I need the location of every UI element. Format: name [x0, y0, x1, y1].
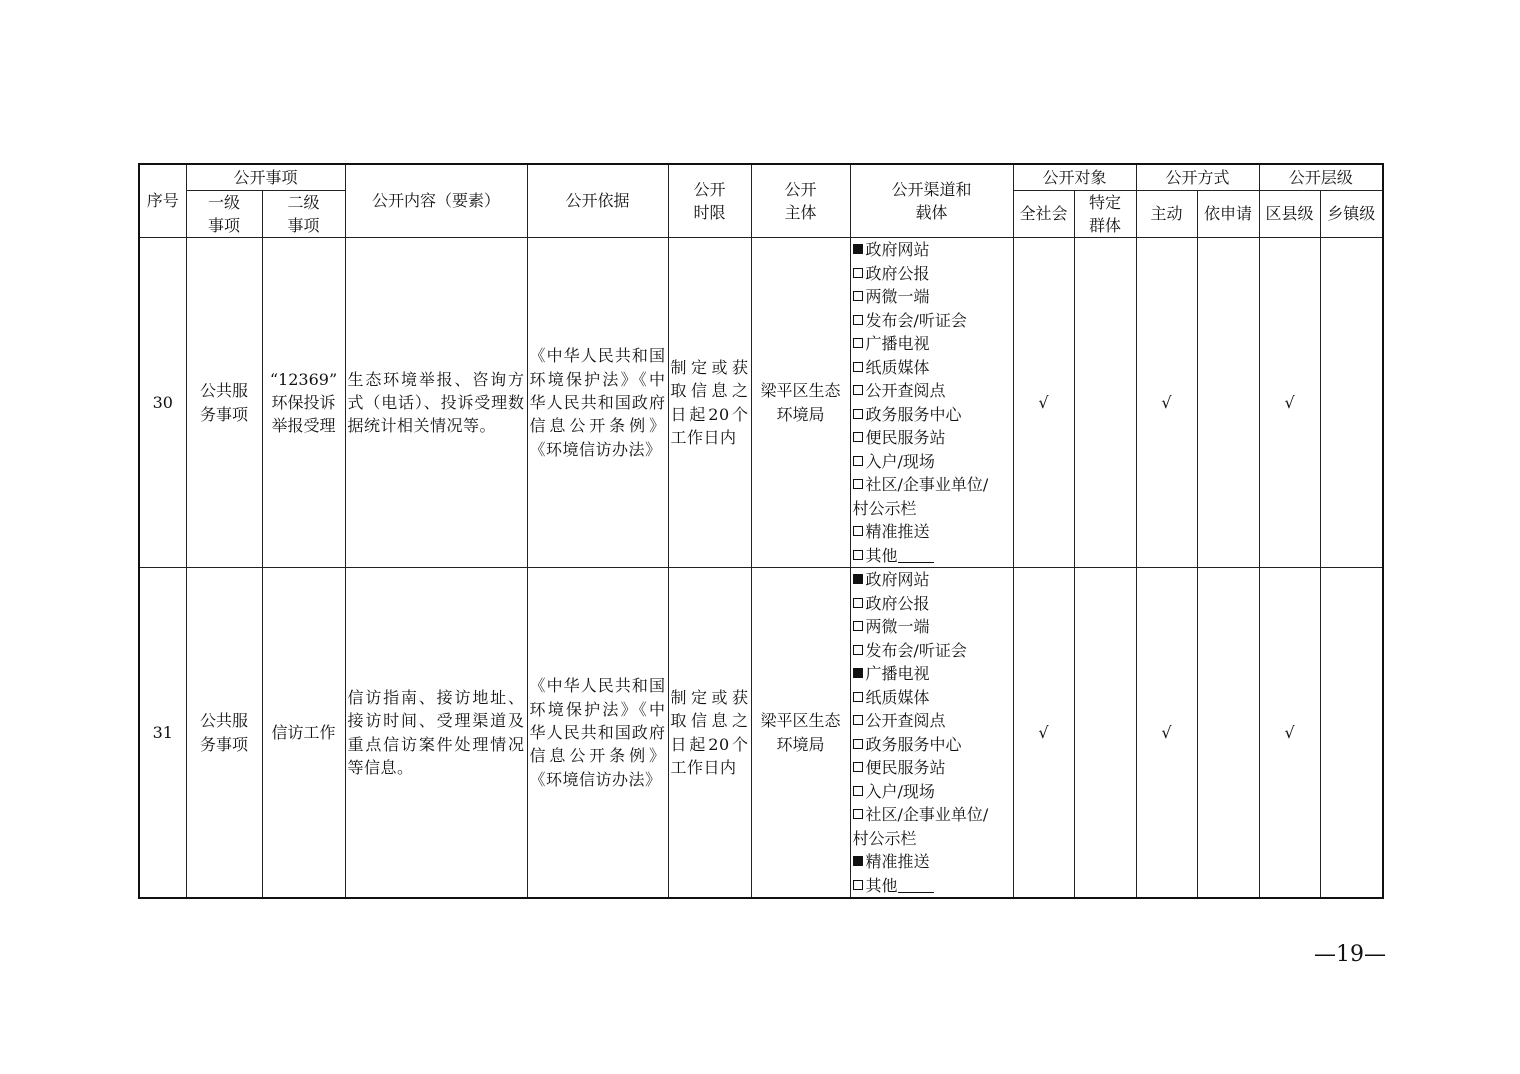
unchecked-box-icon — [853, 479, 863, 489]
row-level1: 公共服 务事项 — [186, 568, 262, 899]
row-subject: 梁平区生态 环境局 — [751, 568, 850, 899]
channel-label: 政府网站 — [865, 240, 930, 260]
row-method-request — [1197, 238, 1259, 568]
channel-label: 政府公报 — [865, 593, 930, 613]
blank-line — [898, 548, 934, 563]
checked-box-icon — [853, 668, 863, 678]
channel-option — [853, 403, 1013, 427]
unchecked-box-icon — [853, 315, 863, 325]
row-time: 制定或获取信息之日起20个工作日内 — [668, 238, 751, 568]
channel-option — [853, 850, 1013, 874]
channel-label: 发布会/听证会 — [865, 310, 967, 330]
header-level-county: 区县级 — [1259, 190, 1320, 238]
channel-option — [853, 568, 1013, 592]
channel-option — [853, 379, 1013, 403]
channel-label: 入户/现场 — [865, 451, 935, 471]
row-target-specific — [1074, 238, 1136, 568]
checked-box-icon — [853, 574, 863, 584]
table-row — [139, 568, 1383, 899]
header-content: 公开内容（要素） — [345, 164, 527, 238]
row-level-county: √ — [1259, 568, 1320, 899]
channel-label: 入户/现场 — [865, 781, 935, 801]
row-level-county: √ — [1259, 238, 1320, 568]
row-target-specific — [1074, 568, 1136, 899]
channel-option — [853, 309, 1013, 333]
header-items-group: 公开事项 — [186, 164, 345, 190]
channel-label: 纸质媒体 — [865, 687, 930, 707]
channel-option — [853, 874, 1013, 898]
channel-label: 其他 — [865, 875, 898, 895]
channel-option — [853, 827, 1013, 851]
channel-option — [853, 709, 1013, 733]
row-method-request — [1197, 568, 1259, 899]
channel-label: 精准推送 — [865, 852, 930, 872]
channel-label: 广播电视 — [865, 664, 930, 684]
page-number: —19— — [1314, 942, 1386, 967]
unchecked-box-icon — [853, 739, 863, 749]
channel-label: 公开查阅点 — [865, 711, 946, 731]
unchecked-box-icon — [853, 621, 863, 631]
channel-option — [853, 262, 1013, 286]
unchecked-box-icon — [853, 526, 863, 536]
header-level2: 二级 事项 — [262, 190, 345, 238]
channel-label: 广播电视 — [865, 334, 930, 354]
channel-label: 两微一端 — [865, 617, 930, 637]
unchecked-box-icon — [853, 362, 863, 372]
header-target-group: 公开对象 — [1013, 164, 1136, 190]
header-level1: 一级 事项 — [186, 190, 262, 238]
header-level-town: 乡镇级 — [1320, 190, 1383, 238]
unchecked-box-icon — [853, 880, 863, 890]
header-channel: 公开渠道和 载体 — [850, 164, 1013, 238]
row-seq: 30 — [139, 238, 186, 568]
header-subject: 公开 主体 — [751, 164, 850, 238]
row-level1: 公共服 务事项 — [186, 238, 262, 568]
header-target-specific: 特定 群体 — [1074, 190, 1136, 238]
header-method-active: 主动 — [1136, 190, 1197, 238]
channel-option — [853, 238, 1013, 262]
channel-option — [853, 473, 1013, 497]
disclosure-table — [138, 163, 1384, 899]
row-target-all: √ — [1013, 238, 1074, 568]
channel-option — [853, 756, 1013, 780]
header-level-group: 公开层级 — [1259, 164, 1383, 190]
channel-label: 公开查阅点 — [865, 381, 946, 401]
header-target-all: 全社会 — [1013, 190, 1074, 238]
channel-option — [853, 497, 1013, 521]
header-row-1 — [139, 164, 1383, 190]
row-subject: 梁平区生态 环境局 — [751, 238, 850, 568]
unchecked-box-icon — [853, 268, 863, 278]
row-level2: “12369” 环保投诉 举报受理 — [262, 238, 345, 568]
channel-label: 村公示栏 — [852, 498, 917, 518]
channel-label: 村公示栏 — [852, 828, 917, 848]
channel-option — [853, 356, 1013, 380]
channel-option — [853, 733, 1013, 757]
channel-option — [853, 332, 1013, 356]
channel-option — [853, 803, 1013, 827]
channel-label: 政府网站 — [865, 570, 930, 590]
channel-label: 其他 — [865, 545, 898, 565]
unchecked-box-icon — [853, 338, 863, 348]
channel-option — [853, 662, 1013, 686]
channel-label: 政务服务中心 — [865, 404, 962, 424]
channel-option — [853, 686, 1013, 710]
header-seq: 序号 — [139, 164, 186, 238]
channel-option — [853, 520, 1013, 544]
channel-label: 精准推送 — [865, 522, 930, 542]
channel-option — [853, 285, 1013, 309]
header-method-request: 依申请 — [1197, 190, 1259, 238]
unchecked-box-icon — [853, 456, 863, 466]
checked-box-icon — [853, 856, 863, 866]
channel-label: 发布会/听证会 — [865, 640, 967, 660]
row-method-active: √ — [1136, 568, 1197, 899]
channel-label: 便民服务站 — [865, 428, 946, 448]
header-time: 公开 时限 — [668, 164, 751, 238]
channel-label: 政府公报 — [865, 263, 930, 283]
channel-option — [853, 780, 1013, 804]
channel-label: 社区/企事业单位/ — [865, 805, 989, 825]
channel-label: 社区/企事业单位/ — [865, 475, 989, 495]
header-basis: 公开依据 — [527, 164, 668, 238]
unchecked-box-icon — [853, 385, 863, 395]
row-time: 制定或获取信息之日起20个工作日内 — [668, 568, 751, 899]
row-channels — [850, 568, 1013, 899]
unchecked-box-icon — [853, 550, 863, 560]
unchecked-box-icon — [853, 291, 863, 301]
unchecked-box-icon — [853, 809, 863, 819]
channel-label: 便民服务站 — [865, 758, 946, 778]
channel-label: 政务服务中心 — [865, 734, 962, 754]
unchecked-box-icon — [853, 786, 863, 796]
header-method-group: 公开方式 — [1136, 164, 1259, 190]
unchecked-box-icon — [853, 409, 863, 419]
row-basis: 《中华人民共和国环境保护法》《中华人民共和国政府信息公开条例》《环境信访办法》 — [527, 568, 668, 899]
channel-option — [853, 639, 1013, 663]
row-target-all: √ — [1013, 568, 1074, 899]
row-level2: 信访工作 — [262, 568, 345, 899]
table-row — [139, 238, 1383, 568]
row-method-active: √ — [1136, 238, 1197, 568]
row-content: 信访指南、接访地址、接访时间、受理渠道及重点信访案件处理情况等信息。 — [345, 568, 527, 899]
unchecked-box-icon — [853, 692, 863, 702]
row-level-town — [1320, 238, 1383, 568]
checked-box-icon — [853, 244, 863, 254]
row-content: 生态环境举报、咨询方式（电话）、投诉受理数据统计相关情况等。 — [345, 238, 527, 568]
channel-label: 纸质媒体 — [865, 357, 930, 377]
channel-option — [853, 592, 1013, 616]
unchecked-box-icon — [853, 715, 863, 725]
unchecked-box-icon — [853, 762, 863, 772]
unchecked-box-icon — [853, 432, 863, 442]
row-level-town — [1320, 568, 1383, 899]
unchecked-box-icon — [853, 645, 863, 655]
row-seq: 31 — [139, 568, 186, 899]
blank-line — [898, 878, 934, 893]
channel-option — [853, 615, 1013, 639]
unchecked-box-icon — [853, 598, 863, 608]
channel-label: 两微一端 — [865, 287, 930, 307]
channel-option — [853, 450, 1013, 474]
row-channels — [850, 238, 1013, 568]
row-basis: 《中华人民共和国环境保护法》《中华人民共和国政府信息公开条例》《环境信访办法》 — [527, 238, 668, 568]
channel-option — [853, 544, 1013, 568]
channel-option — [853, 426, 1013, 450]
